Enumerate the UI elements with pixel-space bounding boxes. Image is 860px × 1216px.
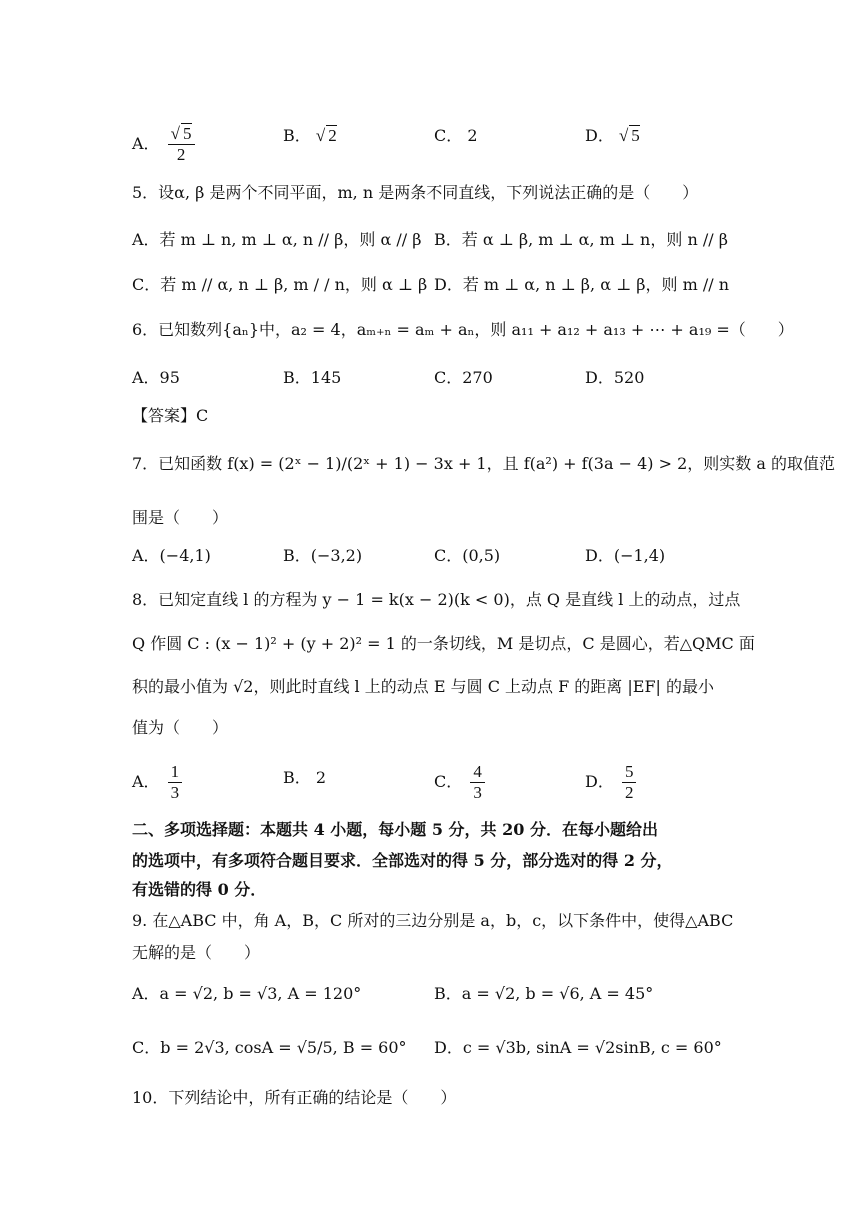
q6-option-a: A．95 [132, 368, 180, 387]
q6-option-b: B．145 [283, 368, 342, 387]
q6-option-c: C．270 [434, 368, 493, 387]
q8-option-c: C． $\frac{4}{3}$ [434, 762, 488, 803]
q8-stem-1: 8．已知定直线 l 的方程为 y − 1 = k(x − 2)(k < 0)，点 Q 是直线 l 上的动点，过点 [132, 590, 741, 609]
q4-option-b: B． √ 2 [283, 126, 337, 145]
q7-option-d: D．(−1,4) [585, 546, 666, 565]
section-2-heading-3: 有选错的得 0 分． [132, 880, 267, 899]
q8-option-b: B． 2 [283, 768, 327, 787]
q10-stem: 10．下列结论中，所有正确的结论是（ ） [132, 1088, 457, 1107]
q7-option-c: C．(0,5) [434, 546, 501, 565]
q9-stem-1: 9. 在△ABC 中，角 A，B，C 所对的三边分别是 a，b，c，以下条件中，使得△ABC [132, 911, 734, 930]
section-2-heading-1: 二、多项选择题：本题共 4 小题，每小题 5 分，共 20 分．在每小题给出 [132, 820, 658, 839]
q7-stem: 7．已知函数 f(x) = (2ˣ − 1)/(2ˣ + 1) − 3x + 1，且 f(a²) + f(3a − 4) > 2，则实数 a 的取值范 [132, 454, 835, 473]
q5-option-b: B．若 α ⊥ β, m ⊥ α, m ⊥ n，则 n // β [434, 230, 728, 249]
q4-option-c: C． 2 [434, 126, 478, 145]
q5-option-c: C．若 m // α, n ⊥ β, m / / n，则 α ⊥ β [132, 275, 428, 294]
q4-option-d: D． √ 5 [585, 126, 640, 145]
q8-stem-3: 积的最小值为 √2，则此时直线 l 上的动点 E 与圆 C 上动点 F 的距离 |EF| 的最小 [132, 677, 715, 696]
section-2-heading-2: 的选项中，有多项符合题目要求．全部选对的得 5 分，部分选对的得 2 分， [132, 851, 673, 870]
q7-stem-cont: 围是（ ） [132, 508, 229, 527]
q9-option-c: C．b = 2√3, cosA = √5/5, B = 60° [132, 1038, 407, 1057]
q7-option-a: A．(−4,1) [132, 546, 211, 565]
q6-answer: 【答案】C [132, 406, 209, 425]
q6-stem: 6．已知数列{aₙ}中，a₂ = 4，aₘ₊ₙ = aₘ + aₙ，则 a₁₁ + a₁₂ + a₁₃ + ⋯ + a₁₉ =（ ） [132, 320, 794, 339]
q9-option-a: A．a = √2, b = √3, A = 120° [132, 984, 362, 1003]
q8-stem-4: 值为（ ） [132, 718, 229, 737]
q7-option-b: B．(−3,2) [283, 546, 363, 565]
q9-option-d: D．c = √3b, sinA = √2sinB, c = 60° [434, 1038, 722, 1057]
q8-option-d: D． $\frac{5}{2}$ [585, 762, 639, 803]
q5-stem: 5．设α, β 是两个不同平面，m, n 是两条不同直线，下列说法正确的是（ ） [132, 183, 699, 202]
q4-option-a: A． $\frac{√ 5}{2}$ [132, 124, 198, 165]
q5-option-a: A．若 m ⊥ n, m ⊥ α, n // β，则 α // β [132, 230, 422, 249]
q9-stem-2: 无解的是（ ） [132, 943, 261, 962]
q8-option-a: A． $\frac{1}{3}$ [132, 762, 185, 803]
q9-option-b: B．a = √2, b = √6, A = 45° [434, 984, 654, 1003]
q6-option-d: D．520 [585, 368, 645, 387]
q8-stem-2: Q 作圆 C : (x − 1)² + (y + 2)² = 1 的一条切线，M 是切点，C 是圆心，若△QMC 面 [132, 634, 755, 653]
q5-option-d: D．若 m ⊥ α, n ⊥ β, α ⊥ β，则 m // n [434, 275, 730, 294]
